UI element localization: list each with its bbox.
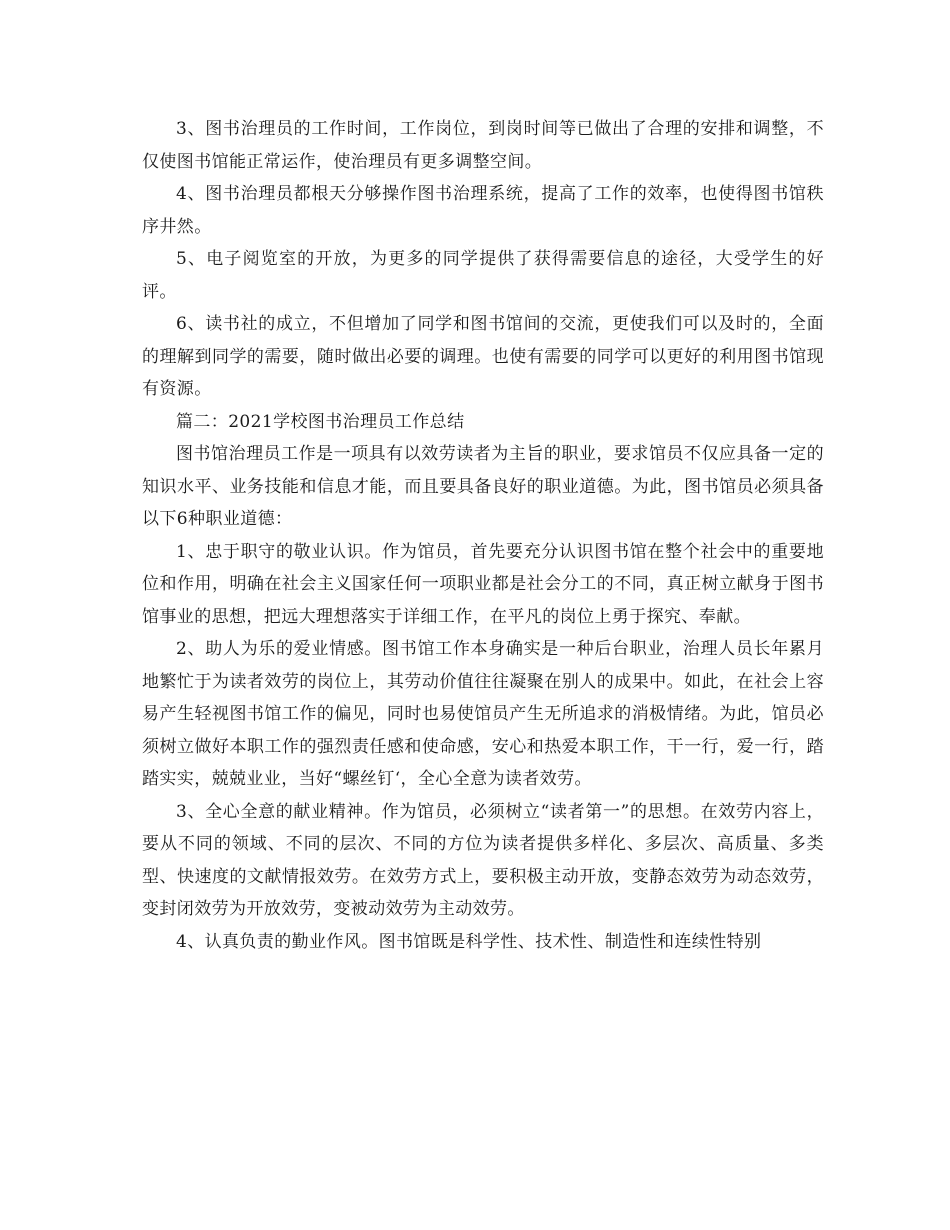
- paragraph-item-3: 3、图书治理员的工作时间，工作岗位，到岗时间等已做出了合理的安排和调整，不仅使图书馆能正常运作，使治理员有更多调整空间。: [142, 119, 824, 172]
- section-heading: 篇二：2021学校图书治理员工作总结: [176, 411, 465, 432]
- ethics-item-1: 1、忠于职守的敬业认识。作为馆员，首先要充分认识图书馆在整个社会中的重要地位和作用，明确在社会主义国家任何一项职业都是社会分工的不同，真正树立献身于图书馆事业的思想，把远大理想落实于详细工作，在平凡的岗位上勇于探究、奉献。: [142, 541, 824, 627]
- intro-paragraph: 图书馆治理员工作是一项具有以效劳读者为主旨的职业，要求馆员不仅应具备一定的知识水平、业务技能和信息才能，而且要具备良好的职业道德。为此，图书馆员必须具备以下6种职业道德：: [142, 444, 824, 529]
- paragraph-item-5: 5、电子阅览室的开放，为更多的同学提供了获得需要信息的途径，大受学生的好评。: [142, 249, 824, 302]
- ethics-item-4: 4、认真负责的勤业作风。图书馆既是科学性、技术性、制造性和连续性特别: [176, 931, 762, 952]
- paragraph-item-6: 6、读书社的成立，不但增加了同学和图书馆间的交流，更使我们可以及时的，全面的理解到同学的需要，随时做出必要的调理。也使有需要的同学可以更好的利用图书馆现有资源。: [142, 314, 824, 399]
- document-body: [142, 113, 824, 958]
- paragraph-item-4: 4、图书治理员都根天分够操作图书治理系统，提高了工作的效率，也使得图书馆秩序井然。: [142, 184, 824, 237]
- ethics-item-3: 3、全心全意的献业精神。作为馆员，必须树立“读者第一”的思想。在效劳内容上，要从不同的领域、不同的层次、不同的方位为读者提供多样化、多层次、高质量、多类型、快速度的文献情报效劳。在效劳方式上，要积极主动开放，变静态效劳为动态效劳，变封闭效劳为开放效劳，变被动效劳为主动效劳。: [142, 801, 824, 919]
- ethics-item-2: 2、助人为乐的爱业情感。图书馆工作本身确实是一种后台职业，治理人员长年累月地繁忙于为读者效劳的岗位上，其劳动价值往往凝聚在别人的成果中。如此，在社会上容易产生轻视图书馆工作的偏见，同时也易使馆员产生无所追求的消极情绪。为此，馆员必须树立做好本职工作的强烈责任感和使命感，安心和热爱本职工作，干一行，爱一行，踏踏实实，兢兢业业，当好“螺丝钉‘，全心全意为读者效劳。: [142, 639, 824, 789]
